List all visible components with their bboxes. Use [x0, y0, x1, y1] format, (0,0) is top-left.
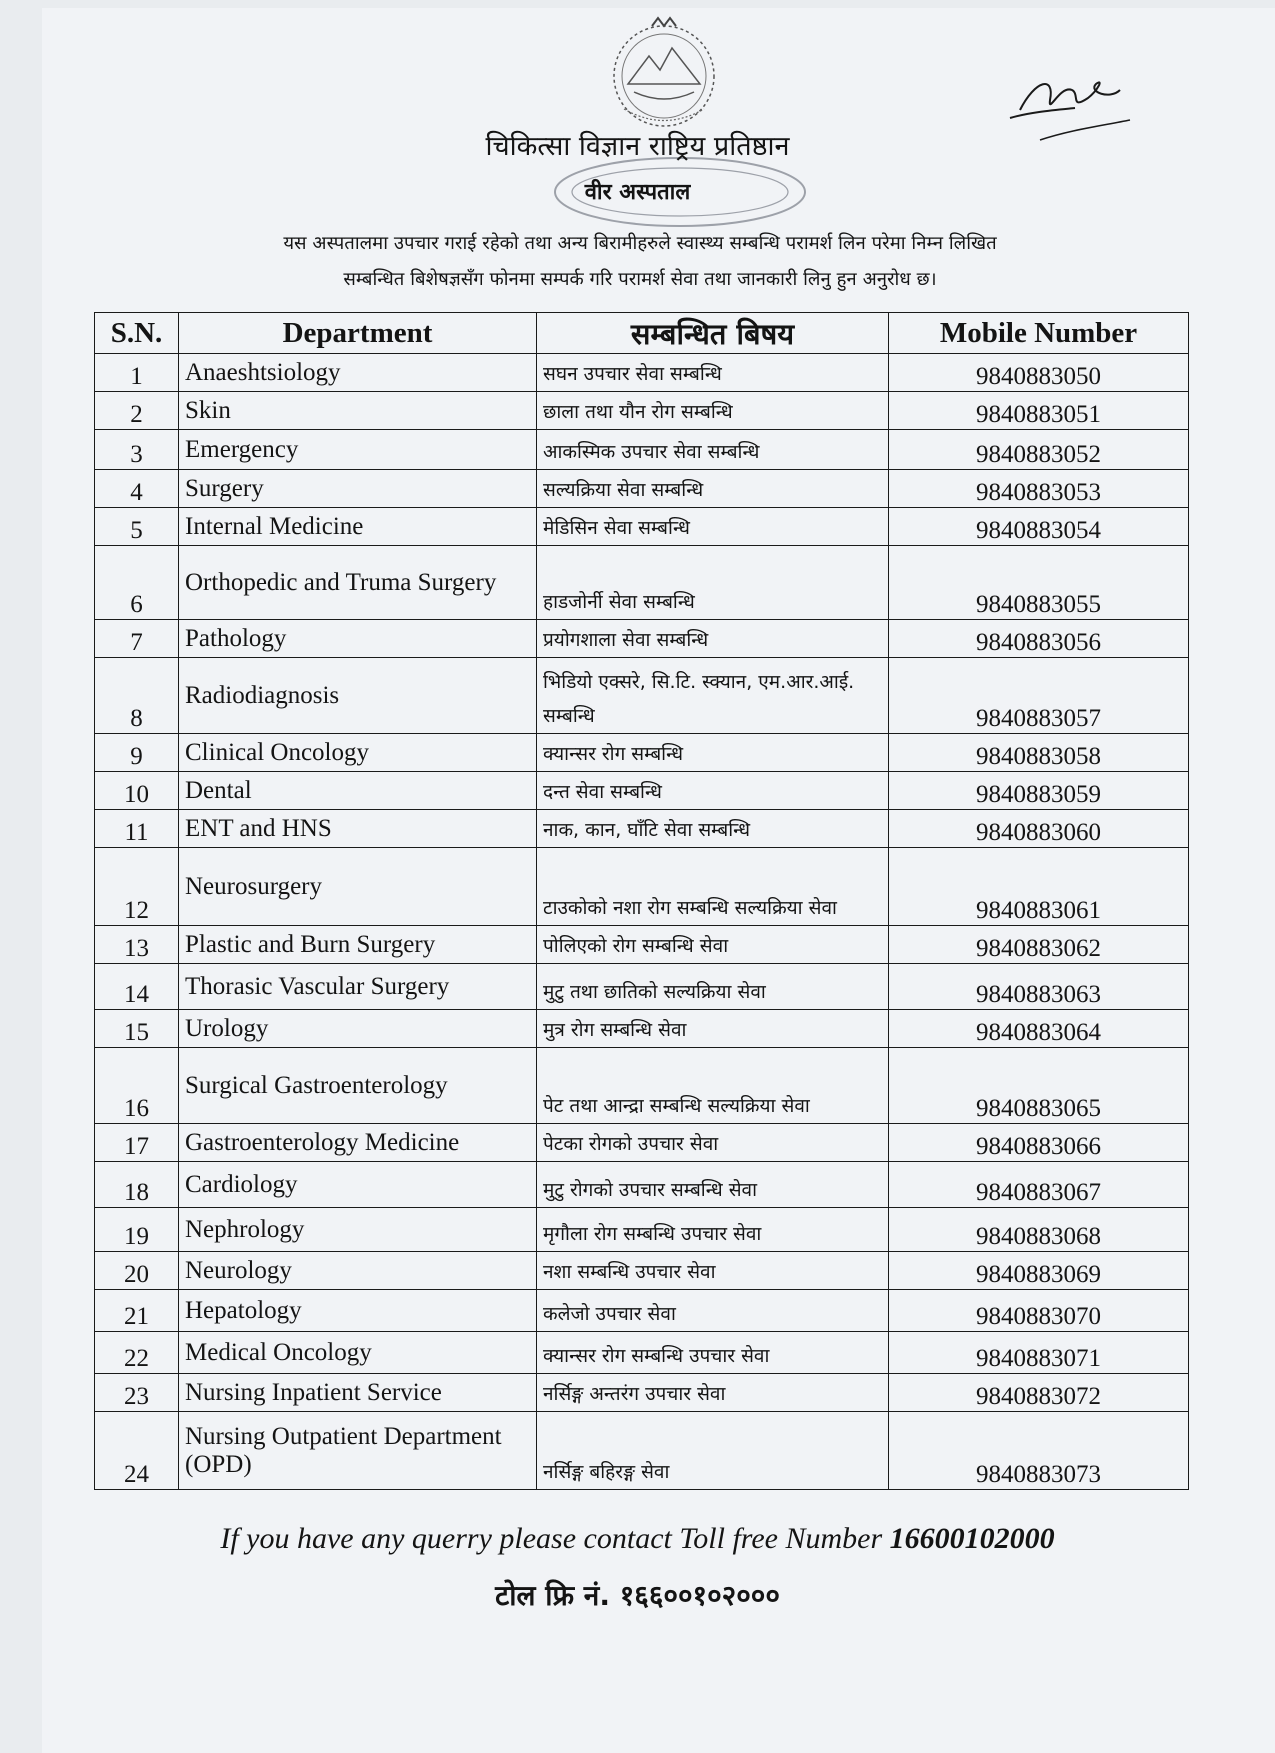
row-mobile: 9840883052: [889, 430, 1189, 470]
row-mobile: 9840883072: [889, 1374, 1189, 1412]
row-subject: मेडिसिन सेवा सम्बन्धि: [537, 508, 889, 546]
row-subject: हाडजोर्नी सेवा सम्बन्धि: [537, 546, 889, 620]
row-subject: नर्सिङ्ग अन्तरंग उपचार सेवा: [537, 1374, 889, 1412]
row-sn: 14: [95, 964, 179, 1010]
table-row: [95, 848, 1189, 926]
row-department: Pathology: [179, 620, 537, 658]
table-row: [95, 620, 1189, 658]
table-body: [95, 354, 1189, 1490]
row-subject: छाला तथा यौन रोग सम्बन्धि: [537, 392, 889, 430]
table-row: [95, 1048, 1189, 1124]
row-sn: 7: [95, 620, 179, 658]
row-mobile: 9840883064: [889, 1010, 1189, 1048]
row-mobile: 9840883062: [889, 926, 1189, 964]
row-department: Dental: [179, 772, 537, 810]
row-department: Internal Medicine: [179, 508, 537, 546]
row-mobile: 9840883059: [889, 772, 1189, 810]
row-subject: पोलिएको रोग सम्बन्धि सेवा: [537, 926, 889, 964]
column-header-mobile: Mobile Number: [889, 313, 1189, 354]
row-sn: 13: [95, 926, 179, 964]
row-subject: प्रयोगशाला सेवा सम्बन्धि: [537, 620, 889, 658]
row-subject: मुत्र रोग सम्बन्धि सेवा: [537, 1010, 889, 1048]
row-department: Anaeshtsiology: [179, 354, 537, 392]
row-department: ENT and HNS: [179, 810, 537, 848]
row-department: Urology: [179, 1010, 537, 1048]
table-row: [95, 1412, 1189, 1490]
intro-line: यस अस्पतालमा उपचार गराई रहेको तथा अन्य बिरामीहरुले स्वास्थ्य सम्बन्धि परामर्श लिन परेमा निम्न लिखित: [283, 233, 997, 254]
row-department: Clinical Oncology: [179, 734, 537, 772]
table-row: [95, 392, 1189, 430]
row-department: Nursing Inpatient Service: [179, 1374, 537, 1412]
row-subject: मुटु रोगको उपचार सम्बन्धि सेवा: [537, 1162, 889, 1208]
row-department: Plastic and Burn Surgery: [179, 926, 537, 964]
row-mobile: 9840883054: [889, 508, 1189, 546]
row-sn: 2: [95, 392, 179, 430]
table-row: [95, 1290, 1189, 1332]
row-department: Orthopedic and Truma Surgery: [179, 546, 537, 620]
row-department: Hepatology: [179, 1290, 537, 1332]
table-row: [95, 734, 1189, 772]
row-subject: मुटु तथा छातिको सल्यक्रिया सेवा: [537, 964, 889, 1010]
row-mobile: 9840883073: [889, 1412, 1189, 1490]
emblem-icon: [594, 14, 734, 134]
toll-free-text: If you have any querry please contact Toll free Number: [220, 1522, 883, 1555]
row-subject: क्यान्सर रोग सम्बन्धि: [537, 734, 889, 772]
row-sn: 12: [95, 848, 179, 926]
row-sn: 15: [95, 1010, 179, 1048]
row-mobile: 9840883053: [889, 470, 1189, 508]
row-sn: 16: [95, 1048, 179, 1124]
row-subject: पेट तथा आन्द्रा सम्बन्धि सल्यक्रिया सेवा: [537, 1048, 889, 1124]
row-sn: 6: [95, 546, 179, 620]
row-mobile: 9840883050: [889, 354, 1189, 392]
row-department: Neurology: [179, 1252, 537, 1290]
row-sn: 17: [95, 1124, 179, 1162]
row-department: Skin: [179, 392, 537, 430]
row-department: Medical Oncology: [179, 1332, 537, 1374]
table-row: [95, 1010, 1189, 1048]
table-row: [95, 430, 1189, 470]
row-department: Nursing Outpatient Department (OPD): [179, 1412, 537, 1490]
row-department: Surgery: [179, 470, 537, 508]
row-sn: 4: [95, 470, 179, 508]
row-subject: आकस्मिक उपचार सेवा सम्बन्धि: [537, 430, 889, 470]
column-header-sn: S.N.: [95, 313, 179, 354]
table-row: [95, 546, 1189, 620]
row-subject: मृगौला रोग सम्बन्धि उपचार सेवा: [537, 1208, 889, 1252]
row-subject: क्यान्सर रोग सम्बन्धि उपचार सेवा: [537, 1332, 889, 1374]
table-row: [95, 772, 1189, 810]
row-department: Emergency: [179, 430, 537, 470]
table-row: [95, 658, 1189, 734]
table-row: [95, 1124, 1189, 1162]
row-sn: 8: [95, 658, 179, 734]
table-row: [95, 1374, 1189, 1412]
row-subject: सल्यक्रिया सेवा सम्बन्धि: [537, 470, 889, 508]
table-row: [95, 1208, 1189, 1252]
contact-table: [94, 312, 1189, 1490]
row-subject: कलेजो उपचार सेवा: [537, 1290, 889, 1332]
row-mobile: 9840883057: [889, 658, 1189, 734]
row-mobile: 9840883066: [889, 1124, 1189, 1162]
row-mobile: 9840883070: [889, 1290, 1189, 1332]
row-mobile: 9840883060: [889, 810, 1189, 848]
table-row: [95, 926, 1189, 964]
row-sn: 22: [95, 1332, 179, 1374]
column-header-subject: सम्बन्धित बिषय: [537, 313, 889, 354]
toll-free-number: 16600102000: [889, 1522, 1055, 1555]
table-row: [95, 1162, 1189, 1208]
row-mobile: 9840883056: [889, 620, 1189, 658]
toll-free-nepali: टोल फ्रि नं. १६६००१०२०००: [495, 1579, 780, 1612]
row-department: Neurosurgery: [179, 848, 537, 926]
row-sn: 21: [95, 1290, 179, 1332]
row-sn: 20: [95, 1252, 179, 1290]
table-row: [95, 354, 1189, 392]
row-sn: 18: [95, 1162, 179, 1208]
row-department: Cardiology: [179, 1162, 537, 1208]
row-sn: 24: [95, 1412, 179, 1490]
row-sn: 5: [95, 508, 179, 546]
row-sn: 10: [95, 772, 179, 810]
row-mobile: 9840883065: [889, 1048, 1189, 1124]
row-subject: सघन उपचार सेवा सम्बन्धि: [537, 354, 889, 392]
hospital-name: वीर अस्पताल: [584, 180, 691, 205]
row-subject: टाउकोको नशा रोग सम्बन्धि सल्यक्रिया सेवा: [537, 848, 889, 926]
row-department: Nephrology: [179, 1208, 537, 1252]
row-department: Radiodiagnosis: [179, 658, 537, 734]
row-subject: पेटका रोगको उपचार सेवा: [537, 1124, 889, 1162]
row-sn: 19: [95, 1208, 179, 1252]
row-subject: नाक, कान, घाँटि सेवा सम्बन्धि: [537, 810, 889, 848]
table-row: [95, 810, 1189, 848]
intro-paragraph: [100, 226, 1180, 298]
table-row: [95, 470, 1189, 508]
row-department: Surgical Gastroenterology: [179, 1048, 537, 1124]
row-sn: 11: [95, 810, 179, 848]
row-department: Gastroenterology Medicine: [179, 1124, 537, 1162]
table-row: [95, 1332, 1189, 1374]
row-subject: दन्त सेवा सम्बन्धि: [537, 772, 889, 810]
row-subject: नर्सिङ्ग बहिरङ्ग सेवा: [537, 1412, 889, 1490]
row-sn: 23: [95, 1374, 179, 1412]
column-header-department: Department: [179, 313, 537, 354]
row-mobile: 9840883063: [889, 964, 1189, 1010]
toll-free-note: [0, 1522, 1275, 1556]
row-sn: 3: [95, 430, 179, 470]
row-department: Thorasic Vascular Surgery: [179, 964, 537, 1010]
table-row: [95, 508, 1189, 546]
row-mobile: 9840883068: [889, 1208, 1189, 1252]
institution-title: चिकित्सा विज्ञान राष्ट्रिय प्रतिष्ठान: [485, 131, 790, 162]
table-row: [95, 964, 1189, 1010]
row-subject: नशा सम्बन्धि उपचार सेवा: [537, 1252, 889, 1290]
row-mobile: 9840883067: [889, 1162, 1189, 1208]
row-sn: 9: [95, 734, 179, 772]
row-mobile: 9840883051: [889, 392, 1189, 430]
row-mobile: 9840883061: [889, 848, 1189, 926]
row-mobile: 9840883069: [889, 1252, 1189, 1290]
row-subject: भिडियो एक्सरे, सि.टि. स्क्यान, एम.आर.आई. सम्बन्धि: [537, 658, 889, 734]
row-sn: 1: [95, 354, 179, 392]
table-header-row: [95, 313, 1189, 354]
table-row: [95, 1252, 1189, 1290]
row-mobile: 9840883058: [889, 734, 1189, 772]
intro-line: सम्बन्धित बिशेषज्ञसँग फोनमा सम्पर्क गरि परामर्श सेवा तथा जानकारी लिनु हुन अनुरोध छ।: [343, 269, 937, 290]
row-mobile: 9840883071: [889, 1332, 1189, 1374]
row-mobile: 9840883055: [889, 546, 1189, 620]
